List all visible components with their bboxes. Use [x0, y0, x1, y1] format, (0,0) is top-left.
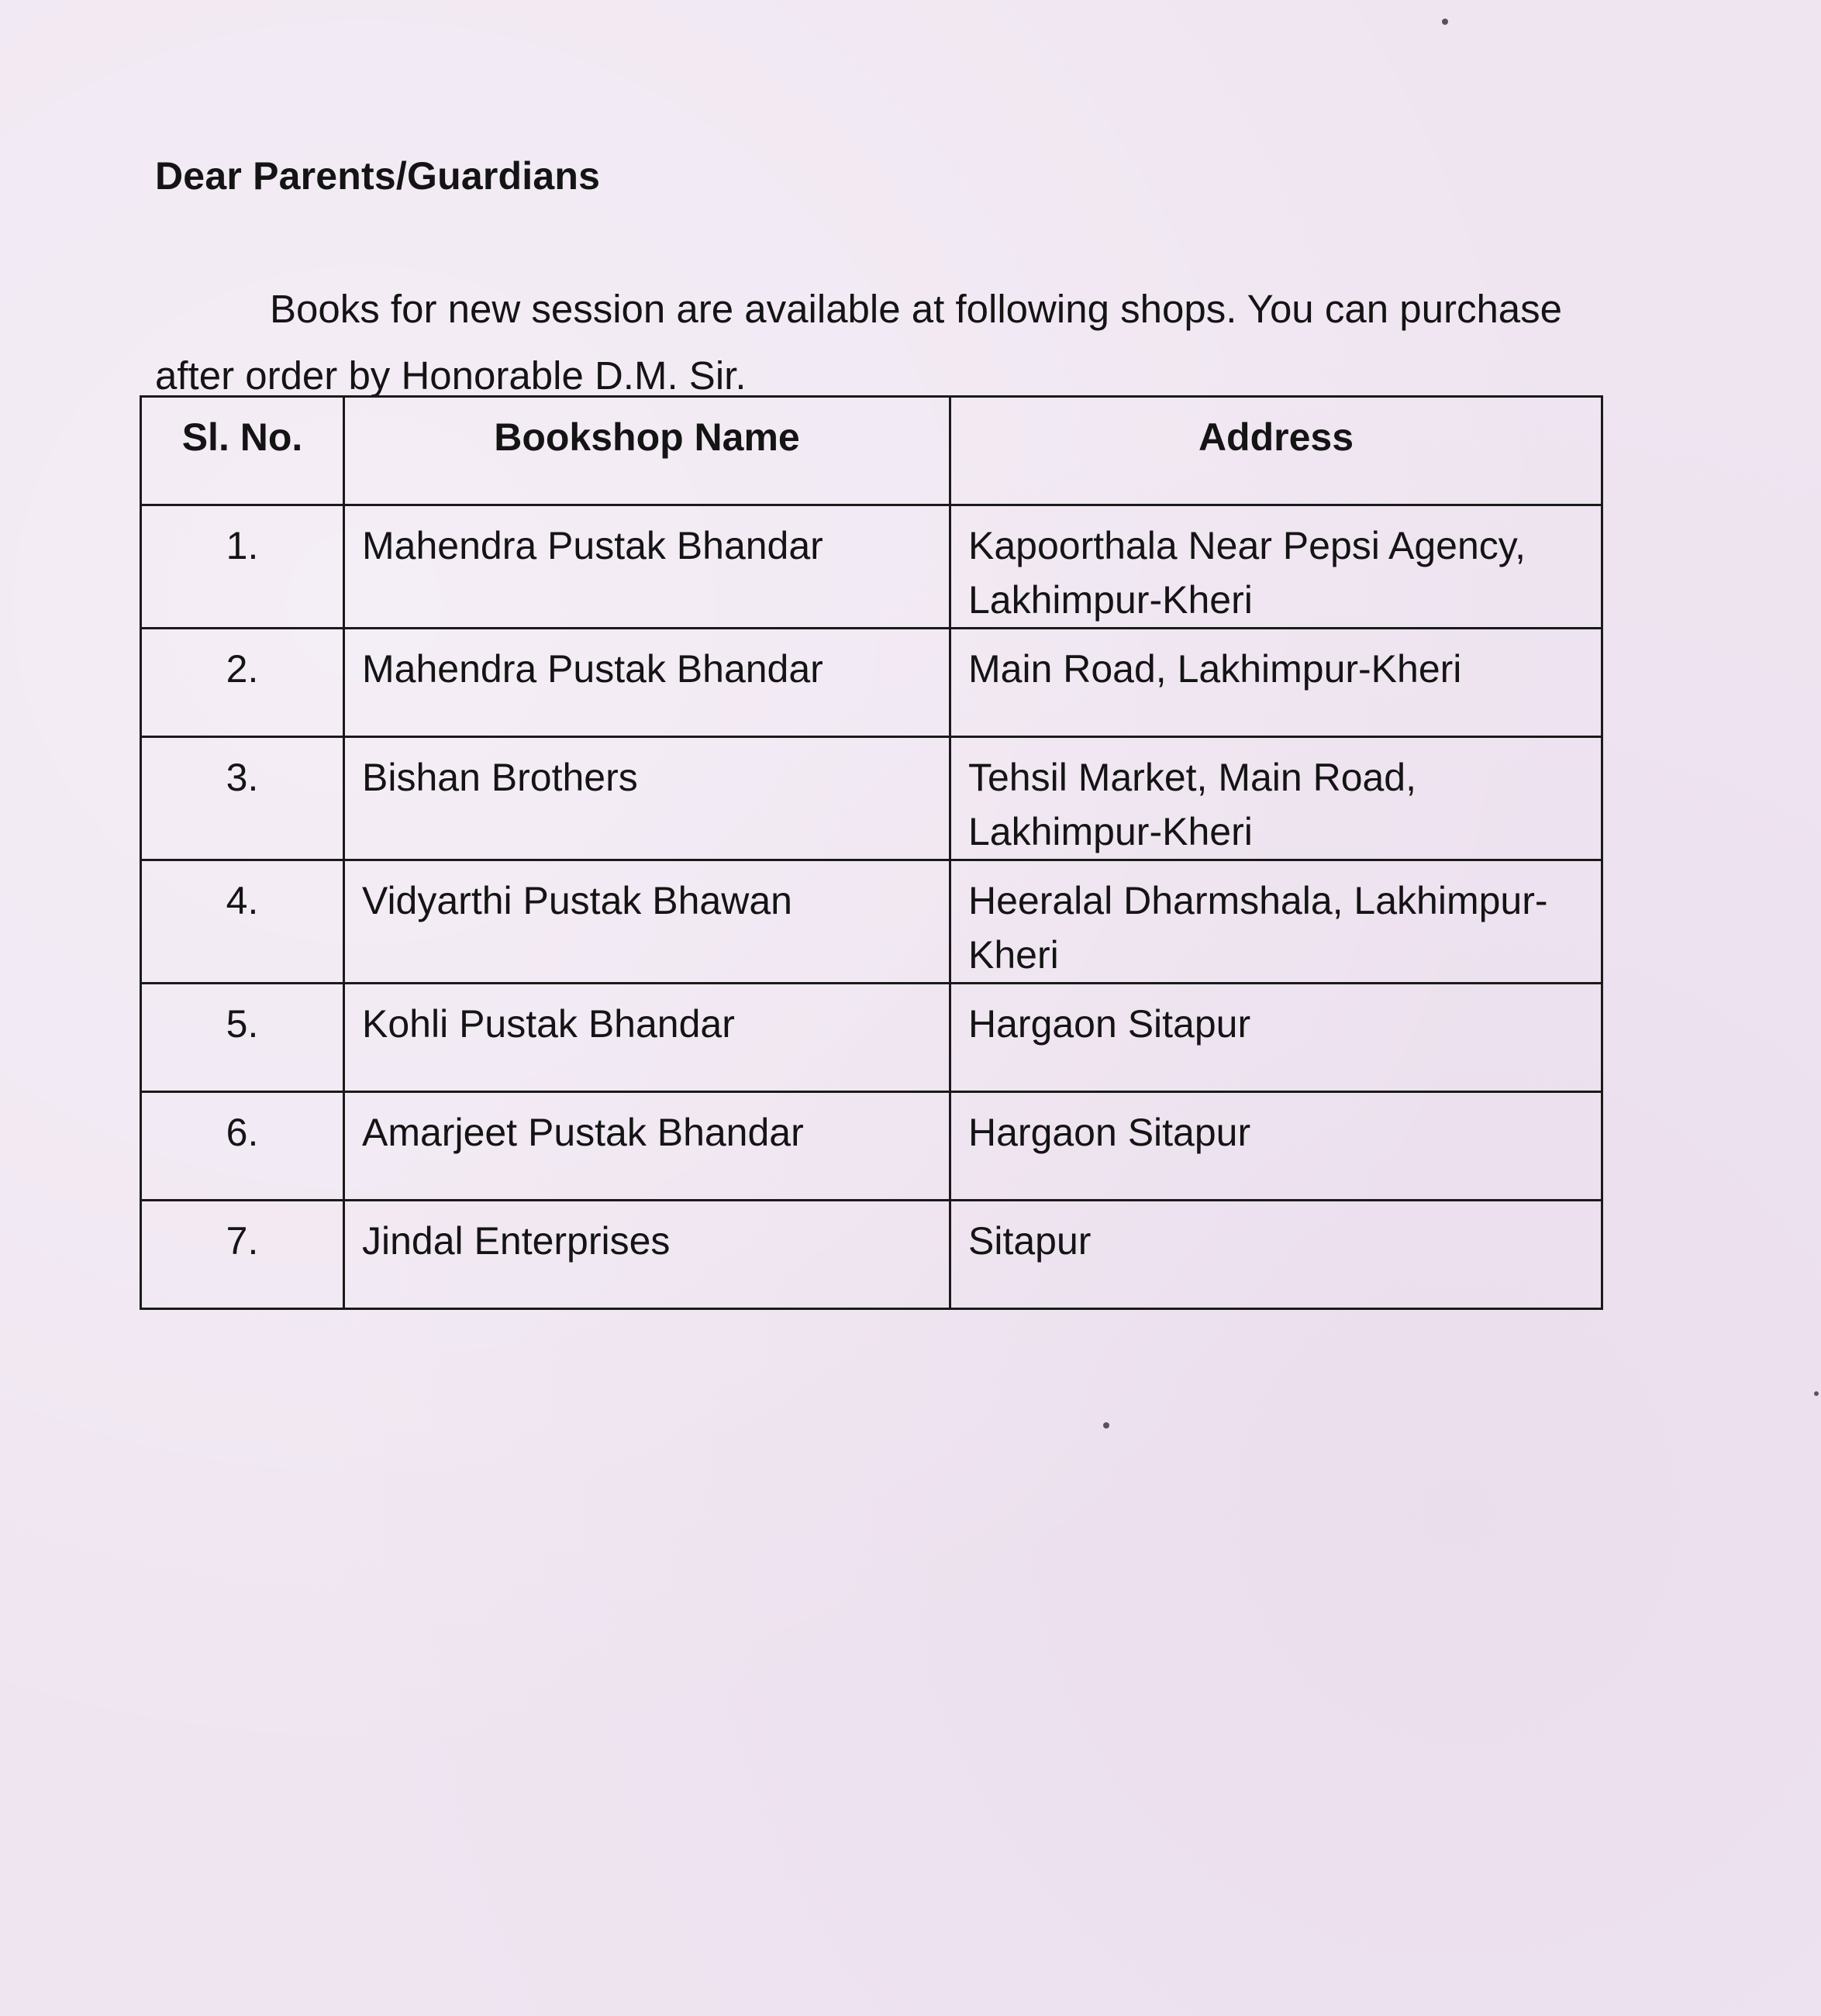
- header-sl-no: Sl. No.: [141, 397, 344, 505]
- cell-address: Heeralal Dharmshala, Lakhimpur-Kheri: [950, 860, 1602, 984]
- table-row: [141, 505, 1602, 629]
- cell-bookshop-name: Kohli Pustak Bhandar: [344, 984, 950, 1092]
- table-row: [141, 1201, 1602, 1309]
- cell-bookshop-name: Mahendra Pustak Bhandar: [344, 629, 950, 737]
- table-body: [141, 505, 1602, 1309]
- intro-paragraph: Books for new session are available at following shops. You can purchase after order by Honorable D.M. Sir.: [155, 287, 1563, 398]
- scan-speck: [1814, 1391, 1819, 1396]
- cell-address: Tehsil Market, Main Road, Lakhimpur-Kheri: [950, 737, 1602, 860]
- cell-sl-no: 5.: [141, 984, 344, 1092]
- header-bookshop-name: Bookshop Name: [344, 397, 950, 505]
- cell-address: Main Road, Lakhimpur-Kheri: [950, 629, 1602, 737]
- salutation: Dear Parents/Guardians: [155, 154, 601, 198]
- cell-address: Hargaon Sitapur: [950, 1092, 1602, 1201]
- table-header-row: [141, 397, 1602, 505]
- cell-address: Hargaon Sitapur: [950, 984, 1602, 1092]
- header-address: Address: [950, 397, 1602, 505]
- cell-sl-no: 7.: [141, 1201, 344, 1309]
- cell-sl-no: 1.: [141, 505, 344, 629]
- table-row: [141, 737, 1602, 860]
- table-row: [141, 860, 1602, 984]
- cell-address: Kapoorthala Near Pepsi Agency, Lakhimpur-Kheri: [950, 505, 1602, 629]
- cell-bookshop-name: Amarjeet Pustak Bhandar: [344, 1092, 950, 1201]
- cell-bookshop-name: Jindal Enterprises: [344, 1201, 950, 1309]
- table-row: [141, 629, 1602, 737]
- table-row: [141, 984, 1602, 1092]
- scan-speck: [1442, 19, 1448, 25]
- cell-address: Sitapur: [950, 1201, 1602, 1309]
- bookshop-table: [140, 395, 1603, 1310]
- cell-sl-no: 6.: [141, 1092, 344, 1201]
- cell-bookshop-name: Vidyarthi Pustak Bhawan: [344, 860, 950, 984]
- table-row: [141, 1092, 1602, 1201]
- cell-sl-no: 4.: [141, 860, 344, 984]
- cell-sl-no: 2.: [141, 629, 344, 737]
- table-header: [141, 397, 1602, 505]
- cell-bookshop-name: Bishan Brothers: [344, 737, 950, 860]
- cell-bookshop-name: Mahendra Pustak Bhandar: [344, 505, 950, 629]
- scan-speck: [1103, 1422, 1109, 1428]
- cell-sl-no: 3.: [141, 737, 344, 860]
